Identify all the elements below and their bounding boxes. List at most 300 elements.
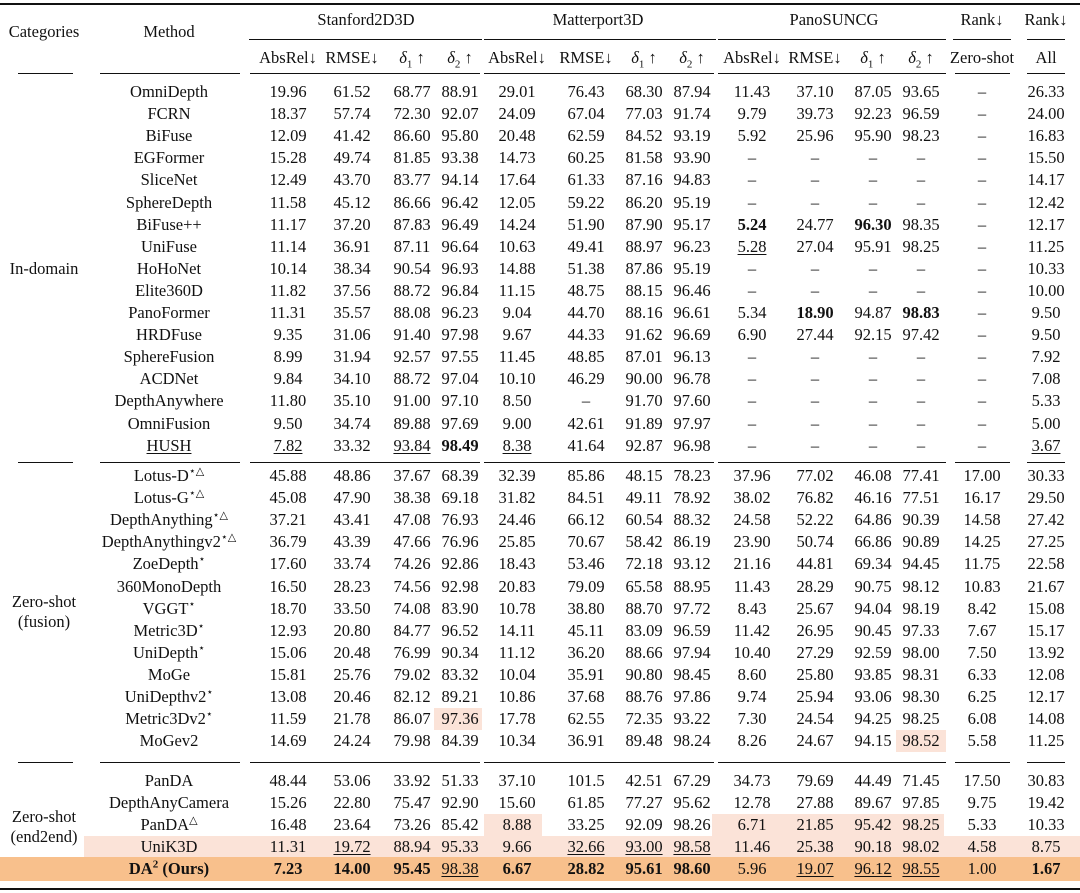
table-cell: 36.91: [333, 236, 371, 256]
table-cell: 66.12: [567, 510, 605, 530]
table-cell: –: [868, 391, 878, 411]
table-cell: 6.08: [967, 709, 997, 729]
method-name: OmniFusion: [127, 413, 211, 433]
table-cell: 98.12: [902, 576, 940, 596]
table-cell: 33.32: [333, 435, 371, 455]
table-cell: 78.92: [673, 488, 711, 508]
table-cell: 36.79: [269, 532, 307, 552]
table-cell: 33.50: [333, 598, 371, 618]
table-cell: 11.15: [498, 280, 536, 300]
table-cell: 72.18: [625, 554, 663, 574]
table-cell: 16.48: [269, 815, 307, 835]
category-label: Zero-shot: [11, 592, 77, 611]
table-cell: 98.26: [673, 815, 711, 835]
table-cell: 41.42: [333, 126, 371, 146]
table-cell: 27.25: [1027, 532, 1065, 552]
header-rank-zero-shot-sub: Zero-shot: [949, 48, 1015, 67]
method-name: PanoFormer: [128, 303, 210, 322]
table-cell: 14.73: [498, 148, 536, 168]
table-cell: –: [916, 280, 926, 300]
table-cell: –: [810, 148, 820, 168]
method-name: DepthAnythingv2⋆△: [101, 531, 237, 552]
header-rank-all: Rank↓: [1024, 10, 1068, 29]
table-cell: 14.17: [1027, 170, 1065, 190]
table-cell: –: [868, 258, 878, 278]
table-cell: 97.94: [673, 642, 711, 662]
table-cell: 8.42: [967, 598, 997, 618]
table-cell: 12.78: [733, 793, 771, 813]
table-cell: 97.86: [673, 687, 711, 706]
table-cell: 98.49: [441, 435, 479, 455]
table-cell: 44.81: [796, 554, 834, 574]
table-cell: 83.09: [625, 620, 663, 640]
table-cell: 9.67: [502, 325, 532, 345]
method-name: EGFormer: [133, 148, 205, 168]
table-cell: –: [810, 170, 820, 190]
table-cell: 37.20: [333, 214, 371, 234]
method-name: PanDA△: [140, 814, 198, 835]
table-cell: 98.31: [902, 664, 940, 684]
table-cell: 88.70: [625, 598, 663, 618]
table-cell: 37.56: [333, 280, 371, 300]
table-cell: 7.23: [273, 859, 303, 879]
section-rule: [718, 73, 946, 74]
table-cell: 25.67: [796, 598, 834, 618]
header-metric: $\delta_2$ ↑: [679, 48, 705, 71]
table-cell: 83.90: [441, 598, 479, 618]
table-cell: –: [977, 148, 987, 168]
method-name: MoGe: [147, 664, 191, 684]
table-cell: 24.24: [333, 731, 371, 751]
table-cell: 30.33: [1027, 466, 1065, 485]
method-name: DepthAnyCamera: [108, 793, 230, 813]
table-cell: 88.94: [393, 837, 431, 857]
table-cell: 48.44: [269, 771, 307, 790]
table-cell: 7.30: [737, 709, 767, 729]
table-cell: 20.83: [498, 576, 536, 596]
table-cell: 96.64: [441, 236, 479, 256]
table-cell: 25.85: [498, 532, 536, 552]
table-cell: 88.95: [673, 576, 711, 596]
table-cell: 18.70: [269, 598, 307, 618]
table-cell: 7.82: [273, 435, 303, 455]
table-cell: 32.66: [567, 837, 605, 857]
table-cell: 95.80: [441, 126, 479, 146]
table-cell: –: [977, 435, 987, 455]
table-cell: 29.50: [1027, 488, 1065, 508]
table-cell: 95.61: [625, 859, 663, 879]
method-name: VGGT⋆: [142, 598, 196, 618]
table-cell: 9.04: [502, 303, 532, 322]
table-cell: 24.00: [1027, 104, 1065, 124]
table-cell: 16.17: [963, 488, 1001, 508]
header-metric: $\delta_1$ ↑: [399, 48, 425, 71]
table-cell: 31.06: [333, 325, 371, 345]
top-rule: [0, 3, 1080, 5]
table-cell: 15.26: [269, 793, 307, 813]
table-cell: 36.20: [567, 642, 605, 662]
table-cell: 11.43: [733, 82, 771, 101]
table-cell: 24.58: [733, 510, 771, 530]
table-cell: 96.23: [441, 303, 479, 322]
table-cell: 6.67: [502, 859, 532, 879]
section-rule: [955, 462, 1010, 463]
table-cell: 9.50: [1031, 325, 1061, 345]
table-cell: 96.49: [441, 214, 479, 234]
table-cell: 25.94: [796, 687, 834, 706]
table-cell: 97.04: [441, 369, 479, 389]
table-cell: 98.24: [673, 731, 711, 751]
table-cell: –: [868, 148, 878, 168]
table-cell: –: [868, 192, 878, 212]
table-cell: 62.59: [567, 126, 605, 146]
header-metric: AbsRel↓: [723, 48, 781, 67]
table-cell: –: [916, 170, 926, 190]
table-cell: 98.58: [673, 837, 711, 857]
table-cell: 97.85: [902, 793, 940, 813]
table-cell: 91.74: [673, 104, 711, 124]
table-cell: 45.11: [567, 620, 605, 640]
header-metric: RMSE↓: [325, 48, 379, 67]
table-cell: 88.76: [625, 687, 663, 706]
table-cell: 89.67: [854, 793, 892, 813]
table-cell: 79.02: [393, 664, 431, 684]
table-cell: 97.55: [441, 347, 479, 367]
table-cell: 9.50: [273, 413, 303, 433]
method-name: ACDNet: [139, 369, 199, 389]
table-cell: 76.96: [441, 532, 479, 552]
table-cell: 12.49: [269, 170, 307, 190]
table-cell: 5.33: [1031, 391, 1061, 411]
table-cell: 25.38: [796, 837, 834, 857]
table-cell: 92.90: [441, 793, 479, 813]
table-cell: –: [977, 236, 987, 256]
table-cell: 96.23: [673, 236, 711, 256]
table-cell: 14.24: [498, 214, 536, 234]
method-name: MoGev2: [139, 731, 199, 751]
table-cell: 49.41: [567, 236, 605, 256]
table-cell: 77.27: [625, 793, 663, 813]
table-cell: 97.98: [441, 325, 479, 345]
table-cell: 27.29: [796, 642, 834, 662]
category-label: (fusion): [17, 612, 71, 631]
table-cell: 51.90: [567, 214, 605, 234]
table-cell: –: [747, 258, 757, 278]
table-cell: 31.94: [333, 347, 371, 367]
table-cell: 88.32: [673, 510, 711, 530]
table-cell: 87.11: [393, 236, 431, 256]
table-cell: –: [916, 369, 926, 389]
table-cell: 61.85: [567, 793, 605, 813]
category-label: Zero-shot: [11, 807, 77, 826]
table-cell: 98.25: [902, 709, 940, 729]
table-cell: 30.83: [1027, 771, 1065, 790]
table-cell: 88.15: [625, 280, 663, 300]
table-cell: 86.60: [393, 126, 431, 146]
table-cell: 15.50: [1027, 148, 1065, 168]
header-dataset-matterport: Matterport3D: [552, 10, 644, 29]
category-label: (end2end): [10, 827, 78, 846]
table-cell: 7.08: [1031, 369, 1061, 389]
table-cell: 77.03: [625, 104, 663, 124]
table-cell: –: [810, 280, 820, 300]
table-cell: –: [747, 280, 757, 300]
table-cell: 97.69: [441, 413, 479, 433]
table-cell: –: [916, 435, 926, 455]
table-cell: 96.52: [441, 620, 479, 640]
table-cell: 46.08: [854, 466, 892, 485]
table-cell: 77.41: [902, 466, 940, 485]
table-cell: 94.15: [854, 731, 892, 751]
table-cell: 60.54: [625, 510, 663, 530]
table-cell: 44.49: [854, 771, 892, 790]
table-cell: 84.77: [393, 620, 431, 640]
table-cell: 5.24: [737, 214, 767, 234]
table-cell: 97.33: [902, 620, 940, 640]
table-cell: 19.96: [269, 82, 307, 101]
table-cell: 51.38: [567, 258, 605, 278]
table-cell: –: [977, 104, 987, 124]
table-cell: 90.89: [902, 532, 940, 552]
table-cell: 22.80: [333, 793, 371, 813]
method-name: $DA^2$ (Ours): [128, 858, 210, 879]
table-cell: 94.04: [854, 598, 892, 618]
table-cell: 90.34: [441, 642, 479, 662]
table-cell: 74.08: [393, 598, 431, 618]
table-cell: 8.50: [502, 391, 532, 411]
table-cell: 5.28: [737, 236, 767, 256]
table-cell: 26.33: [1027, 82, 1065, 101]
table-cell: 98.30: [902, 687, 940, 706]
table-cell: 93.06: [854, 687, 892, 706]
table-cell: 31.82: [498, 488, 536, 508]
table-cell: 89.48: [625, 731, 663, 751]
table-cell: 9.00: [502, 413, 532, 433]
table-cell: 84.52: [625, 126, 663, 146]
stanford-cmidrule: [249, 39, 482, 40]
table-cell: 11.80: [269, 391, 307, 411]
table-cell: 85.42: [441, 815, 479, 835]
table-cell: 9.35: [273, 325, 303, 345]
table-cell: 26.95: [796, 620, 834, 640]
table-cell: 15.06: [269, 642, 307, 662]
table-cell: 19.72: [333, 837, 371, 857]
table-cell: 15.08: [1027, 598, 1065, 618]
table-cell: 89.21: [441, 687, 479, 706]
table-cell: 23.90: [733, 532, 771, 552]
table-cell: 90.75: [854, 576, 892, 596]
table-cell: 96.78: [673, 369, 711, 389]
table-cell: 84.39: [441, 731, 479, 751]
table-cell: 10.63: [498, 236, 536, 256]
table-cell: 98.35: [902, 214, 940, 234]
table-cell: 11.43: [733, 576, 771, 596]
method-name: HUSH: [146, 435, 192, 455]
table-cell: –: [977, 413, 987, 433]
table-cell: 46.29: [567, 369, 605, 389]
section-rule: [18, 762, 73, 763]
table-cell: 11.75: [963, 554, 1001, 574]
table-cell: 12.17: [1027, 687, 1065, 706]
table-cell: 10.04: [498, 664, 536, 684]
table-cell: 96.42: [441, 192, 479, 212]
table-cell: 97.60: [673, 391, 711, 411]
table-cell: 98.23: [902, 126, 940, 146]
table-cell: 79.98: [393, 731, 431, 751]
table-cell: 21.16: [733, 554, 771, 574]
table-cell: 92.23: [854, 104, 892, 124]
table-cell: 8.60: [737, 664, 767, 684]
table-cell: 21.67: [1027, 576, 1065, 596]
section-rule: [718, 762, 946, 763]
method-name: BiFuse++: [136, 214, 202, 234]
table-cell: 27.04: [796, 236, 834, 256]
table-cell: 98.00: [902, 642, 940, 662]
header-dataset-panosuncg: PanoSUNCG: [789, 10, 879, 29]
bottom-rule: [0, 888, 1080, 890]
table-cell: 90.18: [854, 837, 892, 857]
table-cell: –: [747, 148, 757, 168]
table-cell: 27.44: [796, 325, 834, 345]
table-cell: 74.26: [393, 554, 431, 574]
header-metric: $\delta_1$ ↑: [631, 48, 657, 71]
table-cell: 96.69: [673, 325, 711, 345]
section-rule: [100, 762, 240, 763]
category-label: In-domain: [9, 259, 79, 278]
table-cell: 44.33: [567, 325, 605, 345]
table-cell: 95.42: [854, 815, 892, 835]
table-cell: –: [810, 435, 820, 455]
table-cell: 24.46: [498, 510, 536, 530]
table-cell: 88.16: [625, 303, 663, 322]
table-cell: 79.69: [796, 771, 834, 790]
table-cell: 11.25: [1027, 731, 1065, 751]
header-metric: $\delta_2$ ↑: [447, 48, 473, 71]
table-cell: 98.60: [673, 859, 711, 879]
method-name: Lotus-D⋆△: [133, 465, 205, 485]
table-cell: 98.25: [902, 236, 940, 256]
table-cell: 29.01: [498, 82, 536, 101]
table-cell: 8.88: [502, 815, 532, 835]
table-cell: 37.10: [498, 771, 536, 790]
table-cell: 23.64: [333, 815, 371, 835]
table-cell: 10.33: [1027, 815, 1065, 835]
table-cell: 92.59: [854, 642, 892, 662]
table-cell: 14.58: [963, 510, 1001, 530]
table-cell: 95.62: [673, 793, 711, 813]
table-cell: 61.52: [333, 82, 371, 101]
table-cell: 96.98: [673, 435, 711, 455]
table-cell: –: [747, 369, 757, 389]
table-cell: 47.90: [333, 488, 371, 508]
table-cell: 36.91: [567, 731, 605, 751]
table-cell: 11.14: [269, 236, 307, 256]
table-cell: 12.17: [1027, 214, 1065, 234]
table-cell: 41.64: [567, 435, 605, 455]
matterport-cmidrule: [484, 39, 716, 40]
table-cell: 49.11: [625, 488, 663, 508]
table-cell: 4.58: [967, 837, 997, 857]
method-name: PanDA: [144, 771, 194, 790]
section-rule: [484, 462, 714, 463]
table-cell: 90.00: [625, 369, 663, 389]
table-cell: –: [747, 192, 757, 212]
table-cell: 92.98: [441, 576, 479, 596]
table-cell: 12.08: [1027, 664, 1065, 684]
table-cell: 13.92: [1027, 642, 1065, 662]
table-cell: 16.50: [269, 576, 307, 596]
table-cell: 49.74: [333, 148, 371, 168]
table-cell: 88.72: [393, 369, 431, 389]
table-cell: 93.38: [441, 148, 479, 168]
table-cell: 18.90: [796, 303, 834, 322]
section-rule: [250, 462, 480, 463]
table-cell: 76.43: [567, 82, 605, 101]
table-cell: 86.20: [625, 192, 663, 212]
table-cell: 57.74: [333, 104, 371, 124]
table-cell: –: [747, 413, 757, 433]
method-name: UniDepthv2⋆: [124, 686, 214, 706]
table-cell: 77.51: [902, 488, 940, 508]
table-cell: 43.70: [333, 170, 371, 190]
table-cell: 20.80: [333, 620, 371, 640]
table-cell: 87.16: [625, 170, 663, 190]
method-name: FCRN: [147, 104, 191, 124]
table-cell: 5.96: [737, 859, 767, 879]
table-cell: 5.00: [1031, 413, 1061, 433]
table-cell: 93.00: [625, 837, 663, 857]
table-cell: 51.33: [441, 771, 479, 790]
table-cell: 34.73: [733, 771, 771, 790]
table-cell: 87.94: [673, 82, 711, 101]
table-cell: 21.85: [796, 815, 834, 835]
table-cell: 9.75: [967, 793, 997, 813]
table-cell: 35.57: [333, 303, 371, 322]
table-cell: 53.46: [567, 554, 605, 574]
table-cell: 5.33: [967, 815, 997, 835]
table-cell: 101.5: [567, 771, 605, 790]
table-cell: 96.59: [902, 104, 940, 124]
table-cell: –: [977, 170, 987, 190]
table-cell: –: [810, 369, 820, 389]
table-cell: 6.33: [967, 664, 997, 684]
table-cell: –: [977, 126, 987, 146]
table-cell: –: [868, 369, 878, 389]
table-cell: 94.25: [854, 709, 892, 729]
table-cell: 6.71: [737, 815, 767, 835]
table-cell: 7.50: [967, 642, 997, 662]
table-cell: 96.84: [441, 280, 479, 300]
table-cell: 95.19: [673, 258, 711, 278]
table-cell: –: [977, 303, 987, 322]
table-cell: 8.38: [502, 435, 532, 455]
table-cell: –: [747, 391, 757, 411]
table-cell: –: [810, 192, 820, 212]
table-cell: 88.97: [625, 236, 663, 256]
table-cell: 78.23: [673, 466, 711, 485]
table-cell: 11.42: [733, 620, 771, 640]
table-cell: 10.34: [498, 731, 536, 751]
table-cell: 13.08: [269, 687, 307, 706]
table-cell: 34.10: [333, 369, 371, 389]
table-cell: 96.93: [441, 258, 479, 278]
header-rank-all-sub: All: [1035, 48, 1057, 67]
table-cell: 94.14: [441, 170, 479, 190]
table-cell: 84.51: [567, 488, 605, 508]
section-rule: [18, 73, 73, 74]
method-name: OmniDepth: [130, 82, 208, 101]
table-cell: 18.43: [498, 554, 536, 574]
